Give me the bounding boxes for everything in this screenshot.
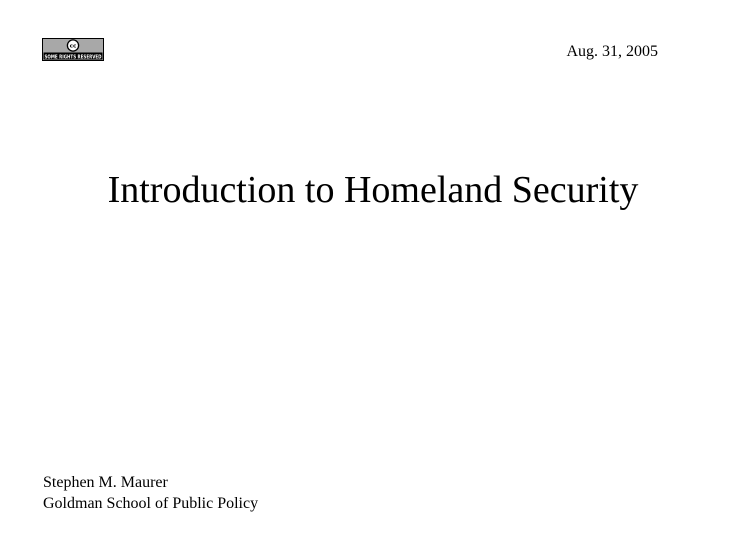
- slide-title: Introduction to Homeland Security: [107, 169, 639, 211]
- author-block: [43, 472, 258, 514]
- cc-caption: SOME RIGHTS RESERVED: [44, 54, 102, 61]
- author-affiliation: Goldman School of Public Policy: [43, 495, 259, 512]
- presentation-date: Aug. 31, 2005: [566, 43, 658, 60]
- cc-logo-text: cc: [69, 43, 77, 50]
- creative-commons-license-badge[interactable]: [42, 38, 104, 61]
- author-name: Stephen M. Maurer: [43, 474, 168, 491]
